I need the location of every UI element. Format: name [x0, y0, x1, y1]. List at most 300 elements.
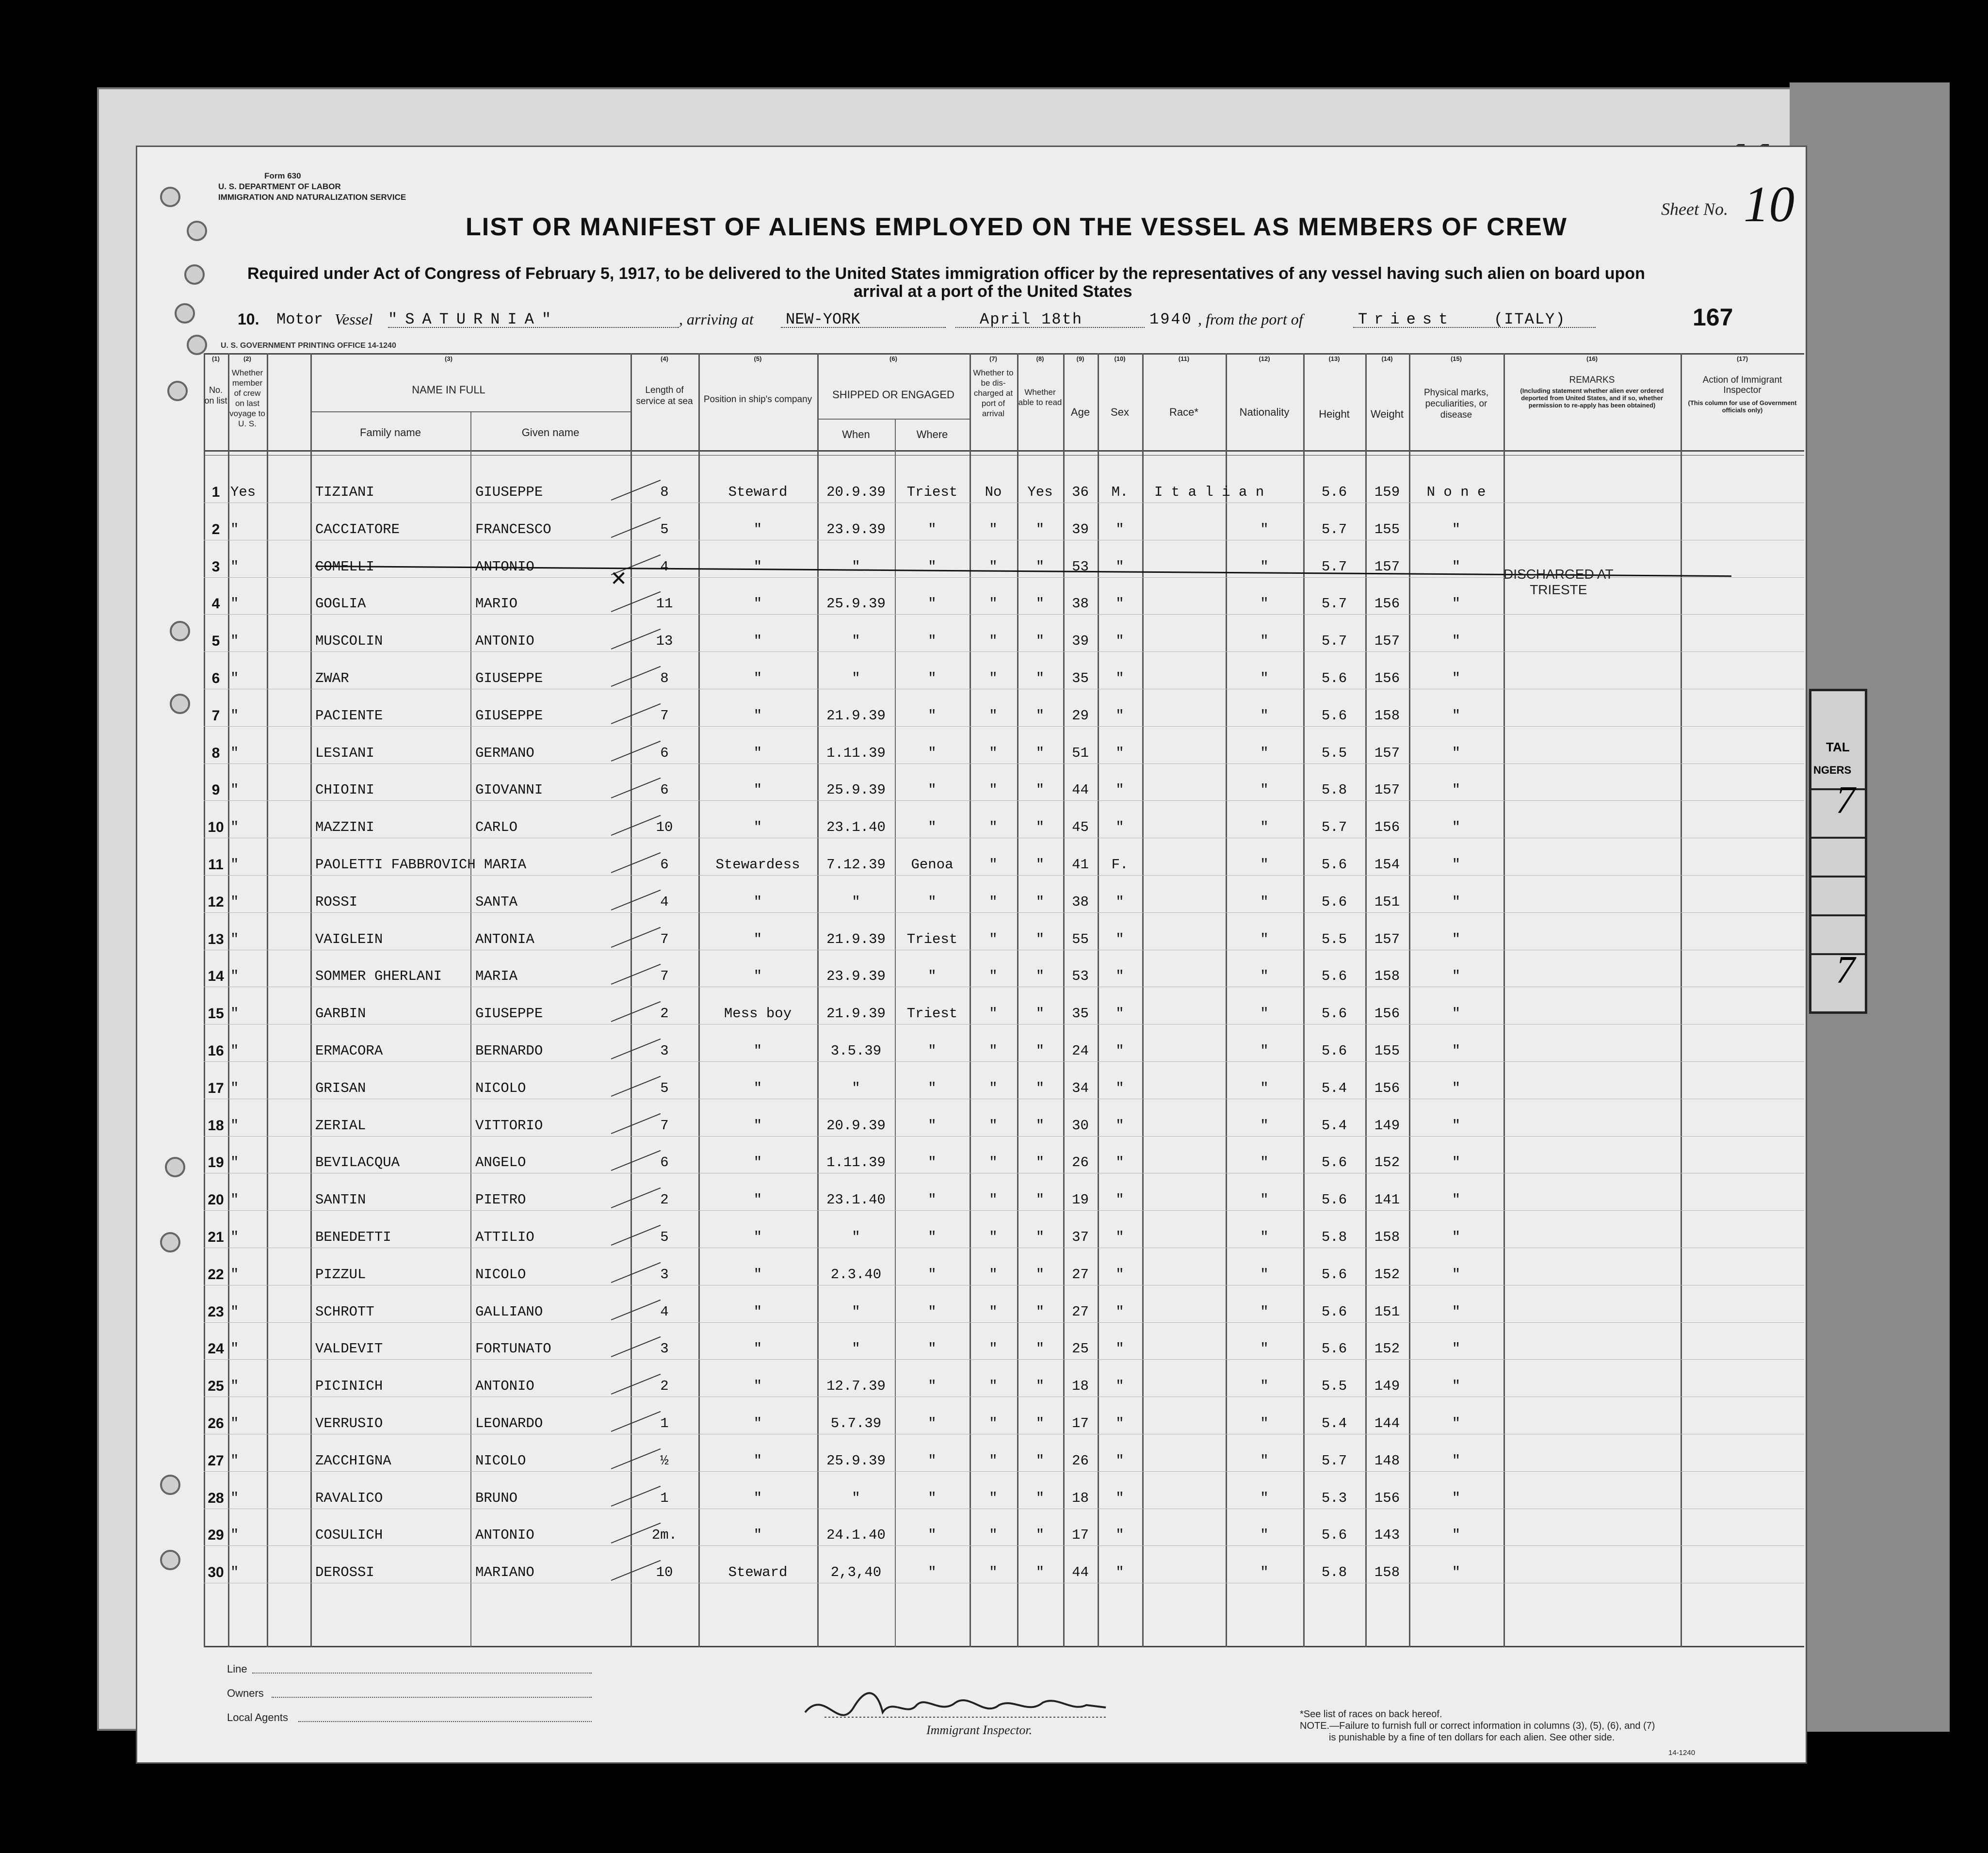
row-10-no: 10	[208, 819, 224, 836]
row-25-weight: 149	[1374, 1378, 1400, 1395]
row-5-read: "	[1035, 633, 1045, 650]
remarks-stamp-line-1: DISCHARGED AT	[1503, 567, 1614, 582]
remarks-stamp	[1503, 567, 1614, 598]
row-17-position: "	[753, 1080, 762, 1096]
row-21-age: 37	[1072, 1229, 1089, 1245]
row-9-no: 9	[211, 782, 220, 798]
row-17-discharged: "	[989, 1080, 998, 1096]
row-21-family: BENEDETTI	[315, 1229, 391, 1245]
row-30-given: MARIANO	[475, 1564, 534, 1581]
row-5-position: "	[753, 633, 762, 650]
row-12-where: "	[928, 894, 937, 910]
row-19-sex: "	[1115, 1154, 1124, 1171]
row-21-nationality: "	[1260, 1229, 1269, 1245]
row-8-discharged: "	[989, 745, 998, 761]
row-15-service: 2	[660, 1006, 669, 1022]
row-25-no: 25	[208, 1378, 224, 1395]
col6-when-header: When	[842, 428, 870, 440]
row-26-no: 26	[208, 1415, 224, 1431]
row-9-where: "	[928, 782, 937, 798]
row-7-weight: 158	[1374, 707, 1400, 724]
row-29-prev: "	[230, 1527, 239, 1544]
row-4-weight: 156	[1374, 596, 1400, 612]
row-15-where: Triest	[906, 1006, 958, 1022]
row-15-family: GARBIN	[315, 1006, 366, 1022]
row-26-position: "	[753, 1415, 762, 1431]
from-port-label: , from the port of	[1198, 310, 1303, 328]
footer-notes	[1300, 1708, 1655, 1743]
row-12-read: "	[1035, 894, 1045, 910]
row-30-discharged: "	[989, 1564, 998, 1581]
row-23-weight: 151	[1374, 1303, 1400, 1320]
row-14-age: 53	[1072, 968, 1089, 985]
row-12-marks: "	[1452, 894, 1461, 910]
row-2-weight: 155	[1374, 521, 1400, 537]
col13-header: Height	[1319, 408, 1350, 420]
col2-header: Whether member of crew on last voyage to U. S.	[229, 368, 265, 428]
row-19-family: BEVILACQUA	[315, 1154, 400, 1171]
row-7-service: 7	[660, 707, 669, 724]
row-1-height: 5.6	[1321, 484, 1347, 500]
col6-number: (6)	[889, 355, 897, 362]
row-25-sex: "	[1115, 1378, 1124, 1395]
row-19-when: 1.11.39	[826, 1154, 886, 1171]
row-26-nationality: "	[1260, 1415, 1269, 1431]
row-23-age: 27	[1072, 1303, 1089, 1320]
row-7-given: GIUSEPPE	[475, 707, 543, 724]
row-29-when: 24.1.40	[826, 1527, 886, 1544]
row-13-when: 21.9.39	[826, 931, 886, 947]
row-22-height: 5.6	[1321, 1266, 1347, 1283]
sheet-number-label: Sheet No.	[1661, 199, 1728, 219]
row-7-discharged: "	[989, 707, 998, 724]
col16-number: (16)	[1586, 355, 1598, 362]
col17-header: Action of Immigrant Inspector	[1702, 375, 1782, 395]
row-25-height: 5.5	[1321, 1378, 1347, 1395]
row-1-position: Steward	[728, 484, 788, 500]
row-27-marks: "	[1452, 1452, 1461, 1469]
row-27-no: 27	[208, 1452, 224, 1469]
row-24-marks: "	[1452, 1341, 1461, 1357]
row-29-weight: 143	[1374, 1527, 1400, 1544]
row-2-height: 5.7	[1321, 521, 1347, 537]
row-1-given: GIUSEPPE	[475, 484, 543, 500]
row-28-height: 5.3	[1321, 1490, 1347, 1506]
row-2-where: "	[928, 521, 937, 537]
col9-header: Age	[1070, 406, 1090, 418]
row-10-when: 23.1.40	[826, 819, 886, 836]
row-1-age: 36	[1072, 484, 1089, 500]
row-6-given: GIUSEPPE	[475, 670, 543, 686]
stub-value-2: 7	[1836, 949, 1855, 992]
row-10-discharged: "	[989, 819, 998, 836]
row-17-read: "	[1035, 1080, 1045, 1096]
row-9-family: CHIOINI	[315, 782, 374, 798]
row-19-given: ANGELO	[475, 1154, 526, 1171]
row-27-discharged: "	[989, 1452, 998, 1469]
row-23-read: "	[1035, 1303, 1045, 1320]
row-27-age: 26	[1072, 1452, 1089, 1469]
row-23-nationality: "	[1260, 1303, 1269, 1320]
col6-header: SHIPPED OR ENGAGED	[832, 389, 954, 401]
col3-family-header: Family name	[360, 426, 421, 439]
row-24-height: 5.6	[1321, 1341, 1347, 1357]
row-15-prev: "	[230, 1006, 239, 1022]
row-6-weight: 156	[1374, 670, 1400, 686]
ship-reference-number: 167	[1693, 304, 1733, 331]
row-20-prev: "	[230, 1192, 239, 1208]
row-7-marks: "	[1452, 707, 1461, 724]
row-26-when: 5.7.39	[830, 1415, 882, 1431]
col10-number: (10)	[1114, 355, 1126, 362]
row-7-prev: "	[230, 707, 239, 724]
row-10-where: "	[928, 819, 937, 836]
footer-agents-label: Local Agents	[227, 1711, 288, 1723]
row-8-weight: 157	[1374, 745, 1400, 761]
row-18-nationality: "	[1260, 1117, 1269, 1134]
row-1-where: Triest	[906, 484, 958, 500]
row-10-nationality: "	[1260, 819, 1269, 836]
row-22-nationality: "	[1260, 1266, 1269, 1283]
row-8-when: 1.11.39	[826, 745, 886, 761]
row-23-marks: "	[1452, 1303, 1461, 1320]
row-6-discharged: "	[989, 670, 998, 686]
row-4-discharged: "	[989, 596, 998, 612]
row-26-given: LEONARDO	[475, 1415, 543, 1431]
row-21-marks: "	[1452, 1229, 1461, 1245]
row-18-age: 30	[1072, 1117, 1089, 1134]
row-14-sex: "	[1115, 968, 1124, 985]
row-14-no: 14	[208, 968, 224, 985]
row-26-service: 1	[660, 1415, 669, 1431]
row-1-read: Yes	[1027, 484, 1053, 500]
row-14-nationality: "	[1260, 968, 1269, 985]
row-25-service: 2	[660, 1378, 669, 1395]
row-3-weight: 157	[1374, 558, 1400, 575]
row-21-discharged: "	[989, 1229, 998, 1245]
row-20-nationality: "	[1260, 1192, 1269, 1208]
row-23-family: SCHROTT	[315, 1303, 374, 1320]
row-7-age: 29	[1072, 707, 1089, 724]
row-3-service: 4	[660, 558, 669, 575]
row-25-where: "	[928, 1378, 937, 1395]
row-24-when: "	[852, 1341, 860, 1357]
row-10-age: 45	[1072, 819, 1089, 836]
col1-header: No. on list	[204, 385, 227, 406]
row-11-read: "	[1035, 857, 1045, 873]
row-6-nationality: "	[1260, 670, 1269, 686]
row-18-position: "	[753, 1117, 762, 1134]
row-30-read: "	[1035, 1564, 1045, 1581]
row-7-when: 21.9.39	[826, 707, 886, 724]
row-25-prev: "	[230, 1378, 239, 1395]
footer-line-rule	[252, 1673, 592, 1674]
row-28-prev: "	[230, 1490, 239, 1506]
row-26-read: "	[1035, 1415, 1045, 1431]
row-28-age: 18	[1072, 1490, 1089, 1506]
row-8-prev: "	[230, 745, 239, 761]
row-18-no: 18	[208, 1117, 224, 1134]
row-28-when: "	[852, 1490, 860, 1506]
row-1-family: TIZIANI	[315, 484, 374, 500]
row-25-given: ANTONIO	[475, 1378, 534, 1395]
row-6-where: "	[928, 670, 937, 686]
row-1-service: 8	[660, 484, 669, 500]
row-12-given: SANTA	[475, 894, 518, 910]
row-4-when: 25.9.39	[826, 596, 886, 612]
row-6-age: 35	[1072, 670, 1089, 686]
row-18-service: 7	[660, 1117, 669, 1134]
row-29-position: "	[753, 1527, 762, 1544]
col8-header: Whether able to read	[1018, 388, 1062, 407]
row-29-discharged: "	[989, 1527, 998, 1544]
row-8-height: 5.5	[1321, 745, 1347, 761]
row-16-no: 16	[208, 1043, 224, 1059]
vessel-type: Motor	[276, 310, 323, 328]
col15-number: (15)	[1450, 355, 1462, 362]
row-24-read: "	[1035, 1341, 1045, 1357]
row-10-position: "	[753, 819, 762, 836]
row-5-marks: "	[1452, 633, 1461, 650]
form-department: U. S. DEPARTMENT OF LABOR	[218, 182, 341, 191]
col3-header: NAME IN FULL	[412, 384, 485, 396]
row-28-family: RAVALICO	[315, 1490, 383, 1506]
row-21-sex: "	[1115, 1229, 1124, 1245]
row-11-height: 5.6	[1321, 857, 1347, 873]
row-10-weight: 156	[1374, 819, 1400, 836]
row-22-given: NICOLO	[475, 1266, 526, 1283]
row-24-sex: "	[1115, 1341, 1124, 1357]
col7-header: Whether to be dis-charged at port of arrival	[973, 368, 1014, 418]
binder-hole	[184, 264, 205, 285]
row-14-height: 5.6	[1321, 968, 1347, 985]
col15-header: Physical marks, peculiarities, or disease	[1423, 388, 1489, 420]
row-18-given: VITTORIO	[475, 1117, 543, 1134]
row-21-height: 5.8	[1321, 1229, 1347, 1245]
row-8-where: "	[928, 745, 937, 761]
row-9-position: "	[753, 782, 762, 798]
row-23-sex: "	[1115, 1303, 1124, 1320]
row-9-read: "	[1035, 782, 1045, 798]
row-8-marks: "	[1452, 745, 1461, 761]
crew-manifest-table	[204, 353, 1804, 1647]
row-9-discharged: "	[989, 782, 998, 798]
arrival-port: NEW-YORK	[786, 310, 860, 328]
row-2-given: FRANCESCO	[475, 521, 551, 537]
footer-owners-label: Owners	[227, 1687, 264, 1699]
row-17-when: "	[852, 1080, 860, 1096]
row-5-sex: "	[1115, 633, 1124, 650]
row-17-height: 5.4	[1321, 1080, 1347, 1096]
row-14-weight: 158	[1374, 968, 1400, 985]
row-30-weight: 158	[1374, 1564, 1400, 1581]
row-2-no: 2	[211, 521, 220, 537]
row-26-prev: "	[230, 1415, 239, 1431]
row-4-age: 38	[1072, 596, 1089, 612]
row-12-prev: "	[230, 894, 239, 910]
row-17-given: NICOLO	[475, 1080, 526, 1096]
row-26-sex: "	[1115, 1415, 1124, 1431]
row-4-position: "	[753, 596, 762, 612]
row-9-when: 25.9.39	[826, 782, 886, 798]
row-14-discharged: "	[989, 968, 998, 985]
row-6-no: 6	[211, 670, 220, 686]
row-1-when: 20.9.39	[826, 484, 886, 500]
row-10-read: "	[1035, 819, 1045, 836]
row-9-age: 44	[1072, 782, 1089, 798]
row-21-service: 5	[660, 1229, 669, 1245]
row-2-nationality: "	[1260, 521, 1269, 537]
row-23-discharged: "	[989, 1303, 998, 1320]
row-21-where: "	[928, 1229, 937, 1245]
col8-number: (8)	[1036, 355, 1044, 362]
col2-number: (2)	[243, 355, 251, 362]
row-13-service: 7	[660, 931, 669, 947]
row-17-age: 34	[1072, 1080, 1089, 1096]
col10-header: Sex	[1111, 406, 1129, 418]
row-13-marks: "	[1452, 931, 1461, 947]
row-29-read: "	[1035, 1527, 1045, 1544]
row-6-family: ZWAR	[315, 670, 349, 686]
col5-header: Position in ship's company	[703, 394, 812, 405]
col4-number: (4)	[661, 355, 668, 362]
row-3-prev: "	[230, 558, 239, 575]
row-16-marks: "	[1452, 1043, 1461, 1059]
row-15-when: 21.9.39	[826, 1006, 886, 1022]
row-2-age: 39	[1072, 521, 1089, 537]
row-2-family: CACCIATORE	[315, 521, 400, 537]
row-7-family: PACIENTE	[315, 707, 383, 724]
row-5-family: MUSCOLIN	[315, 633, 383, 650]
row-6-read: "	[1035, 670, 1045, 686]
row-13-read: "	[1035, 931, 1045, 947]
row-9-nationality: "	[1260, 782, 1269, 798]
row-11-when: 7.12.39	[826, 857, 886, 873]
row-16-position: "	[753, 1043, 762, 1059]
row-25-marks: "	[1452, 1378, 1461, 1395]
row-24-position: "	[753, 1341, 762, 1357]
row-28-no: 28	[208, 1490, 224, 1506]
row-22-discharged: "	[989, 1266, 998, 1283]
row-5-when: "	[852, 633, 860, 650]
row-3-when: "	[852, 558, 860, 575]
row-28-discharged: "	[989, 1490, 998, 1506]
row-12-when: "	[852, 894, 860, 910]
row-14-prev: "	[230, 968, 239, 985]
row-3-given: ANTONIO	[475, 558, 534, 575]
row-6-when: "	[852, 670, 860, 686]
row-29-sex: "	[1115, 1527, 1124, 1544]
row-15-nationality: "	[1260, 1006, 1269, 1022]
row-1-no: 1	[211, 484, 220, 500]
row-4-sex: "	[1115, 596, 1124, 612]
row-26-weight: 144	[1374, 1415, 1400, 1431]
row-20-weight: 141	[1374, 1192, 1400, 1208]
binder-hole	[170, 694, 190, 714]
row-4-family: GOGLIA	[315, 596, 366, 612]
row-10-marks: "	[1452, 819, 1461, 836]
row-29-age: 17	[1072, 1527, 1089, 1544]
row-22-where: "	[928, 1266, 937, 1283]
row-20-discharged: "	[989, 1192, 998, 1208]
row-25-discharged: "	[989, 1378, 998, 1395]
row-16-height: 5.6	[1321, 1043, 1347, 1059]
row-2-position: "	[753, 521, 762, 537]
row-14-read: "	[1035, 968, 1045, 985]
row-24-service: 3	[660, 1341, 669, 1357]
row-6-position: "	[753, 670, 762, 686]
row-8-no: 8	[211, 745, 220, 761]
vessel-name: "SATURNIA"	[388, 310, 559, 328]
row-22-weight: 152	[1374, 1266, 1400, 1283]
row-15-height: 5.6	[1321, 1006, 1347, 1022]
row-21-no: 21	[208, 1229, 224, 1245]
row-3-where: "	[928, 558, 937, 575]
row-3-position: "	[753, 558, 762, 575]
row-3-sex: "	[1115, 558, 1124, 575]
row-14-service: 7	[660, 968, 669, 985]
row-27-given: NICOLO	[475, 1452, 526, 1469]
row-19-read: "	[1035, 1154, 1045, 1171]
row-8-service: 6	[660, 745, 669, 761]
row-12-discharged: "	[989, 894, 998, 910]
row-4-prev: "	[230, 596, 239, 612]
binder-hole	[160, 1232, 180, 1252]
row-20-read: "	[1035, 1192, 1045, 1208]
row-3-nationality: "	[1260, 558, 1269, 575]
row-16-read: "	[1035, 1043, 1045, 1059]
row-25-when: 12.7.39	[826, 1378, 886, 1395]
binder-hole	[187, 221, 207, 241]
row-23-position: "	[753, 1303, 762, 1320]
row-28-position: "	[753, 1490, 762, 1506]
binder-hole	[187, 335, 207, 355]
col11-header: Race*	[1169, 406, 1198, 418]
row-6-marks: "	[1452, 670, 1461, 686]
row-19-position: "	[753, 1154, 762, 1171]
row-11-age: 41	[1072, 857, 1089, 873]
row-12-family: ROSSI	[315, 894, 358, 910]
row-20-given: PIETRO	[475, 1192, 526, 1208]
row-12-weight: 151	[1374, 894, 1400, 910]
row-30-when: 2,3,40	[830, 1564, 882, 1581]
row-5-prev: "	[230, 633, 239, 650]
row-28-weight: 156	[1374, 1490, 1400, 1506]
row-13-nationality: "	[1260, 931, 1269, 947]
row-13-family: VAIGLEIN	[315, 931, 383, 947]
note-penalty-1: NOTE.—Failure to furnish full or correct information in columns (3), (5), (6), and (7)	[1300, 1721, 1655, 1731]
row-11-prev: "	[230, 857, 239, 873]
row-11-sex: F.	[1111, 857, 1129, 873]
row-26-age: 17	[1072, 1415, 1089, 1431]
binder-hole	[167, 381, 188, 401]
col4-header: Length of service at sea	[636, 385, 693, 406]
row-26-family: VERRUSIO	[315, 1415, 383, 1431]
binder-hole	[165, 1157, 185, 1177]
row-18-discharged: "	[989, 1117, 998, 1134]
row-21-read: "	[1035, 1229, 1045, 1245]
row-27-nationality: "	[1260, 1452, 1269, 1469]
row-11-marks: "	[1452, 857, 1461, 873]
row-10-height: 5.7	[1321, 819, 1347, 836]
row-29-given: ANTONIO	[475, 1527, 534, 1544]
col12-number: (12)	[1259, 355, 1270, 362]
row-14-position: "	[753, 968, 762, 985]
row-17-sex: "	[1115, 1080, 1124, 1096]
row-27-weight: 148	[1374, 1452, 1400, 1469]
row-19-where: "	[928, 1154, 937, 1171]
row-8-family: LESIANI	[315, 745, 374, 761]
